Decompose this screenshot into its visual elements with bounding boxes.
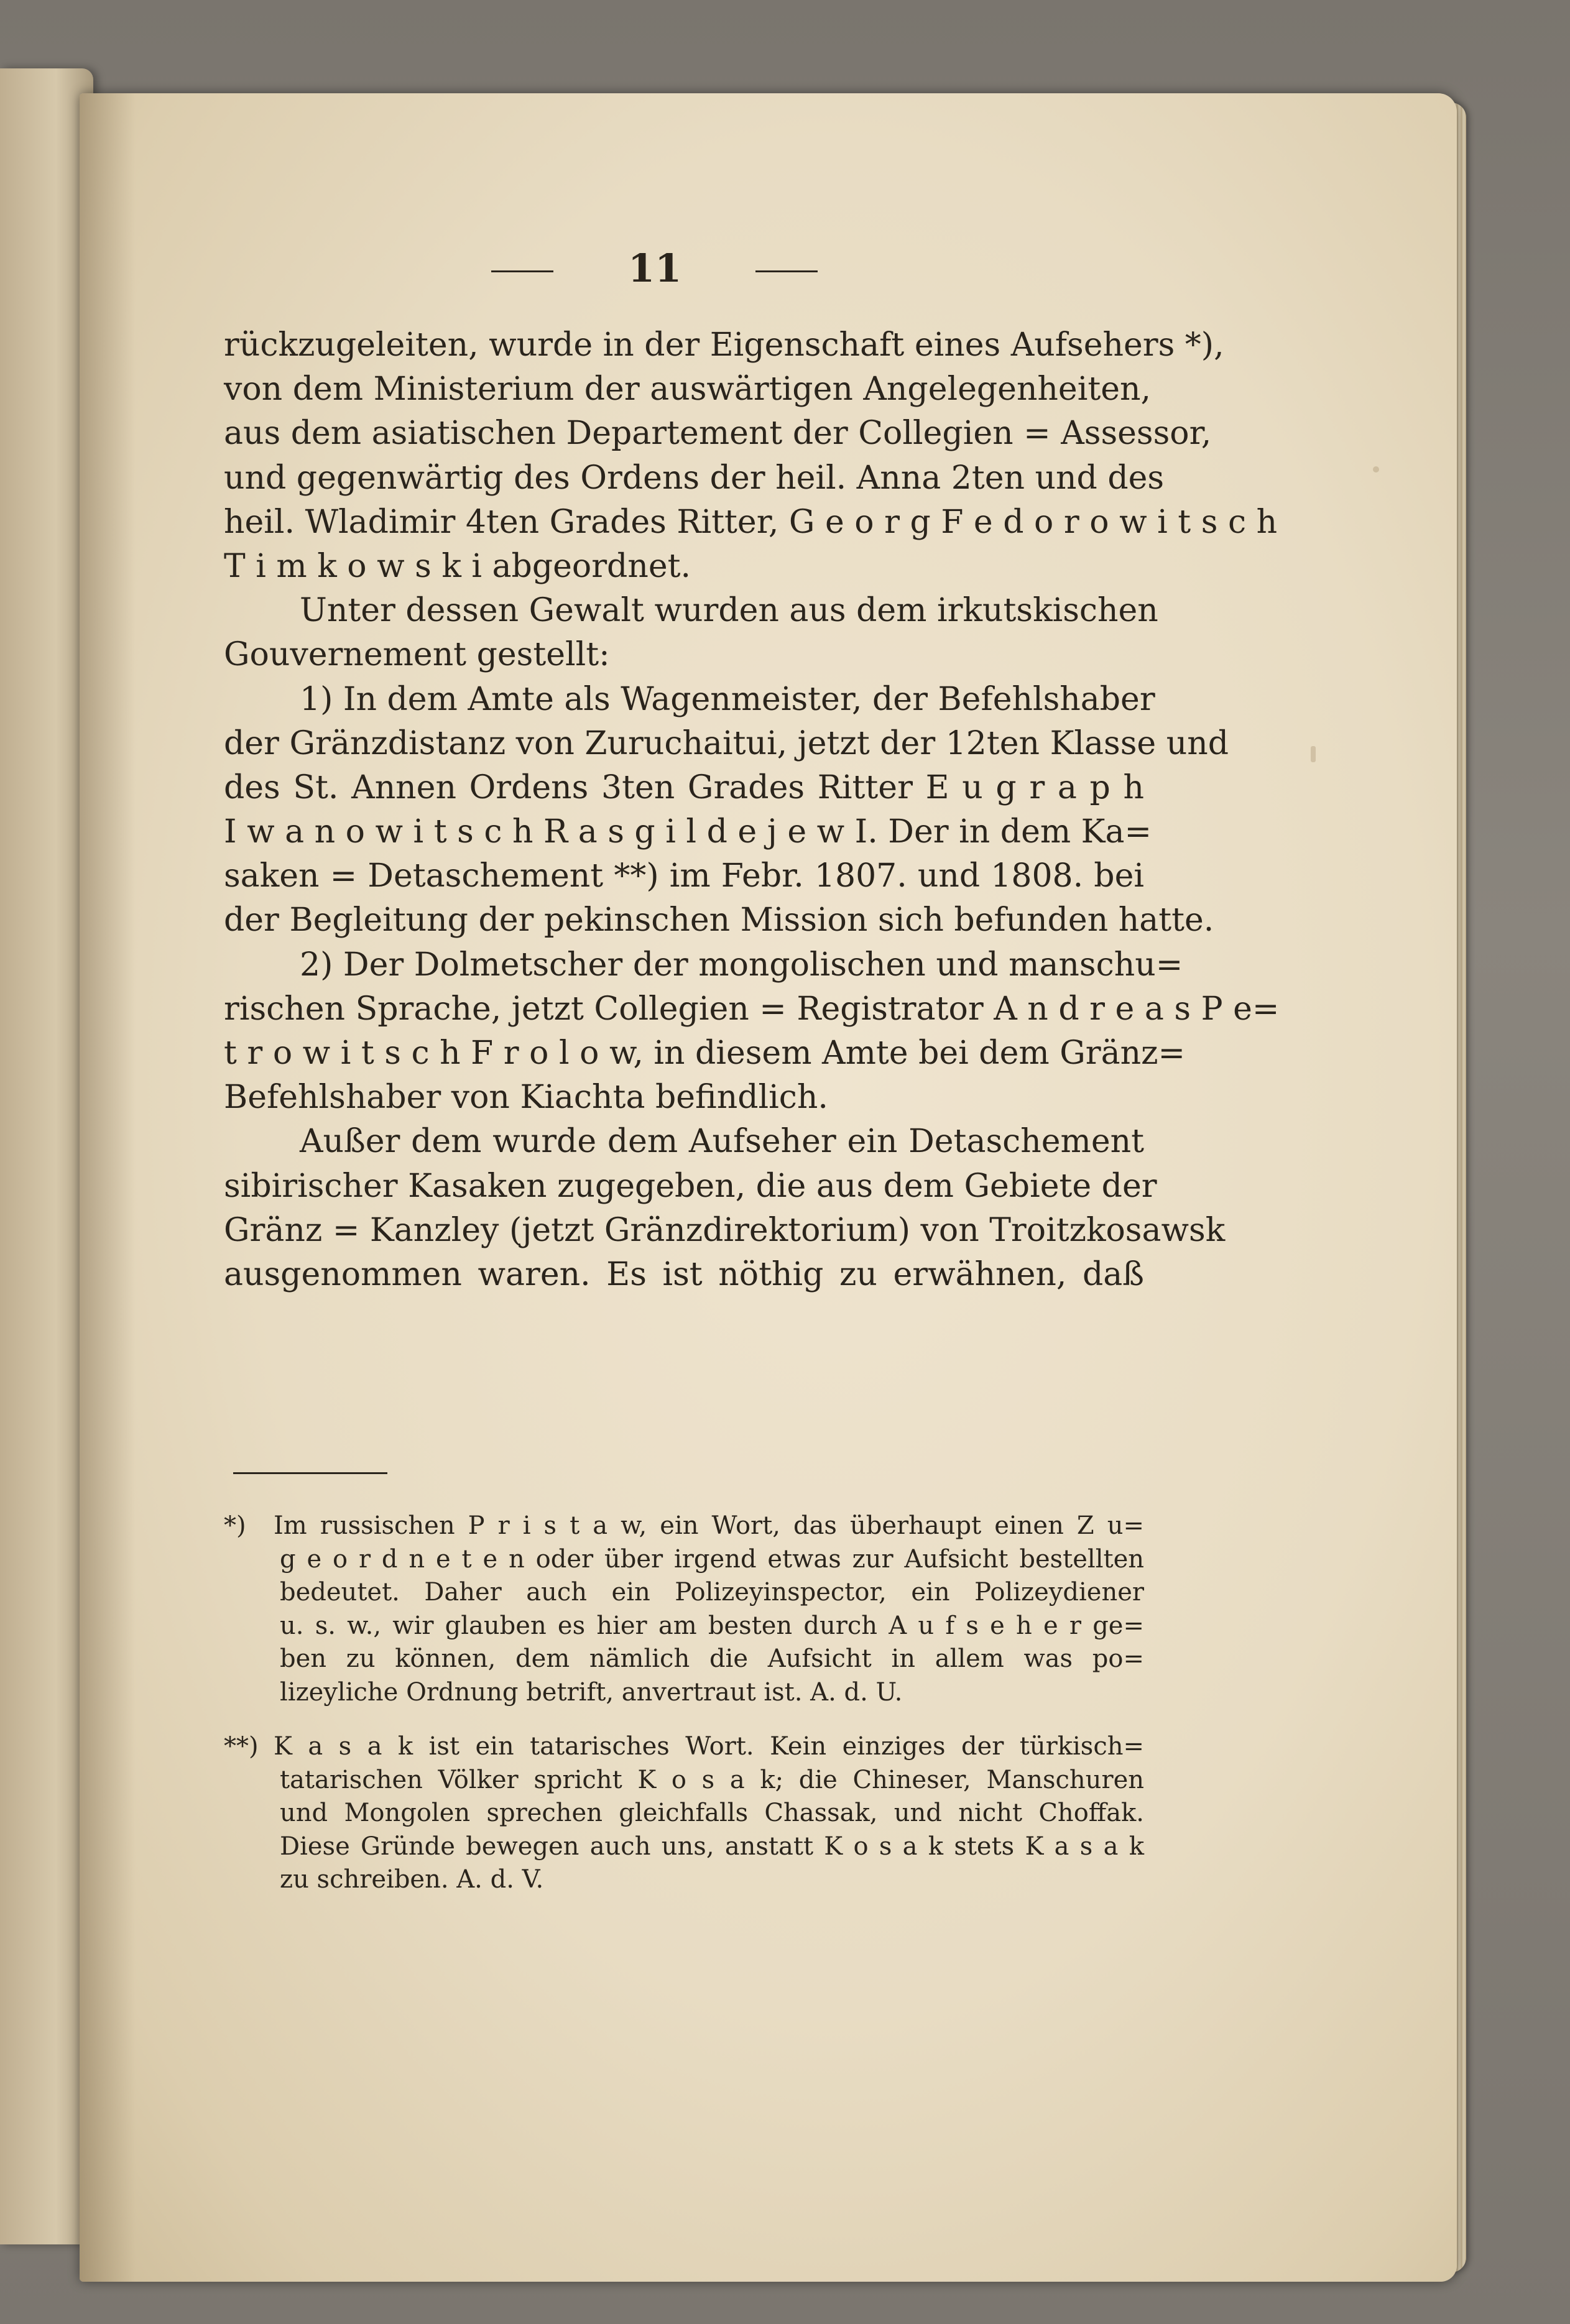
- body-line: t r o w i t s c h F r o l o w, in diesem Amte bei dem Gränz=: [224, 1035, 1186, 1072]
- body-line: T i m k o w s k i abgeordnet.: [224, 547, 691, 585]
- body-line: Unter dessen Gewalt wurden aus dem irkutskischen: [300, 592, 1158, 630]
- body-line: des St. Annen Ordens 3ten Grades Ritter E u g r a p h: [224, 768, 1144, 806]
- body-text: [224, 323, 1280, 1297]
- body-line: Gouvernement gestellt:: [224, 636, 610, 674]
- footnote-marker: *): [224, 1511, 246, 1540]
- body-line: Befehlshaber von Kiachta befindlich.: [224, 1079, 828, 1117]
- body-line: 1) In dem Amte als Wagenmeister, der Befehlshaber: [300, 680, 1155, 718]
- footnote-line: lizeyliche Ordnung betrift, anvertraut ist. A. d. U.: [280, 1677, 903, 1707]
- body-line: Außer dem wurde dem Aufseher ein Detaschement: [300, 1123, 1144, 1161]
- footnote-text: Im russischen P r i s t a w, ein Wort, das überhaupt einen Z u=: [274, 1511, 1144, 1540]
- body-line: 2) Der Dolmetscher der mongolischen und manschu=: [300, 946, 1183, 984]
- footnote-gap: [224, 1709, 1144, 1730]
- footnote-line: g e o r d n e t e n oder über irgend etwas zur Aufsicht bestellten: [280, 1544, 1144, 1574]
- footnote-line: zu schreiben. A. d. V.: [280, 1865, 544, 1894]
- body-line: I w a n o w i t s c h R a s g i l d e j e w I. Der in dem Ka=: [224, 813, 1152, 851]
- footnote-line: bedeutet. Daher auch ein Polizeyinspector, ein Polizeydiener: [280, 1578, 1144, 1607]
- footnote-text: K a s a k ist ein tatarisches Wort. Kein einziges der türkisch=: [274, 1732, 1144, 1761]
- body-line: rückzugeleiten, wurde in der Eigenschaft eines Aufsehers *),: [224, 326, 1224, 364]
- footnote-line: ben zu können, dem nämlich die Aufsicht in allem was po=: [280, 1644, 1144, 1673]
- footnote-line: Diese Gründe bewegen auch uns, anstatt K o s a k stets K a s a k: [280, 1832, 1144, 1861]
- footnote-line: [224, 1730, 1144, 1764]
- body-line: der Begleitung der pekinschen Mission sich befunden hatte.: [224, 901, 1214, 939]
- page-number: 11: [628, 246, 682, 291]
- body-line: und gegenwärtig des Ordens der heil. Anna 2ten und des: [224, 459, 1165, 497]
- footnote-marker: **): [224, 1732, 259, 1761]
- body-line: ausgenommen waren. Es ist nöthig zu erwähnen, daß: [224, 1255, 1144, 1293]
- footnote-rule: [233, 1472, 387, 1474]
- footnotes: [224, 1510, 1144, 1897]
- footnote-line: tatarischen Völker spricht K o s a k; die Chineser, Manschuren: [280, 1765, 1144, 1794]
- body-line: von dem Ministerium der auswärtigen Angelegenheiten,: [224, 371, 1152, 408]
- body-line: sibirischer Kasaken zugegeben, die aus dem Gebiete der: [224, 1167, 1157, 1205]
- page-header: [491, 246, 864, 295]
- header-dash-right: [755, 270, 818, 272]
- footnote-line: u. s. w., wir glauben es hier am besten durch A u f s e h e r ge=: [280, 1611, 1144, 1640]
- footnote-line: und Mongolen sprechen gleichfalls Chassak, und nicht Choffak.: [280, 1799, 1144, 1827]
- body-line: der Gränzdistanz von Zuruchaitui, jetzt der 12ten Klasse und: [224, 724, 1229, 762]
- body-line: saken = Detaschement **) im Febr. 1807. und 1808. bei: [224, 857, 1144, 895]
- body-line: aus dem asiatischen Departement der Collegien = Assessor,: [224, 415, 1212, 453]
- paper-spot: [1373, 466, 1379, 473]
- page-gutter-shadow: [80, 93, 136, 2282]
- body-line: heil. Wladimir 4ten Grades Ritter, G e o r g F e d o r o w i t s c h: [224, 503, 1278, 541]
- header-dash-left: [491, 270, 553, 272]
- body-line: rischen Sprache, jetzt Collegien = Registrator A n d r e a s P e=: [224, 990, 1280, 1028]
- paper-spot: [1311, 746, 1316, 762]
- body-line: Gränz = Kanzley (jetzt Gränzdirektorium) von Troitzkosawsk: [224, 1211, 1226, 1249]
- footnote-line: [224, 1510, 1144, 1543]
